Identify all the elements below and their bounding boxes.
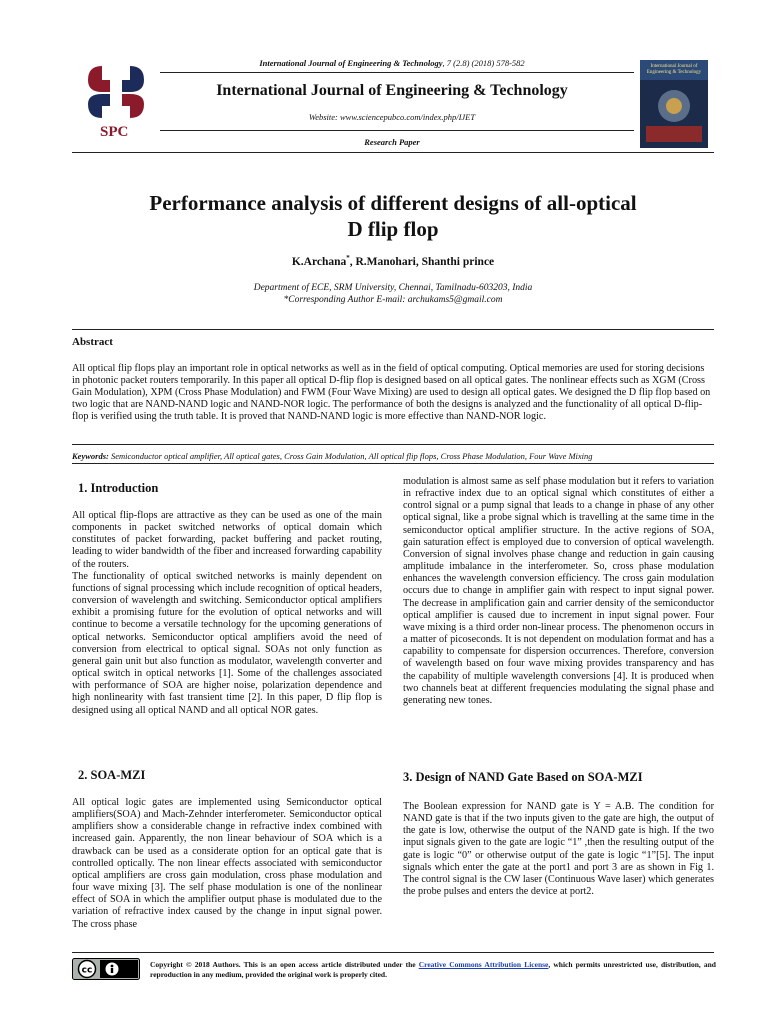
cc-by-icon <box>72 958 140 980</box>
abstract-rule-bottom <box>72 444 714 445</box>
abstract-text: All optical flip flops play an important role in optical networks as well as in the field of optical computing. Optical memories are used for storing decisions in photonic packet routers temporarily. In this paper all optical D-flip flop is designed based on all optical gates. The nonlinear effects such as XGM (Cross Gain Modulation), XPM (Cross Phase Modulation) and FWM (Four Wave Mixing) are used to design all optical gates. We designed the D flip flop based on two logic that are NAND-NAND logic and NAND-NOR logic. The performance of both the designs is analyzed and the functionality of all optical D-flip-flop is verified using the truth table. It is proved that NAND-NAND logic is more effective than NAND-NOR logic. <box>72 363 711 423</box>
section-heading-introduction: 1. Introduction <box>78 481 159 495</box>
keywords-text: Semiconductor optical amplifier, All optical gates, Cross Gain Modulation, All optical flip flops, Cross Phase Modulation, Four Wave Mixing <box>108 451 593 461</box>
affiliation-block <box>80 282 706 306</box>
introduction-paragraph-2: The functionality of optical switched networks is mainly dependent on functions of signal processing which include recognition of optical headers, conversion of wavelength and switching. Semiconductor optical amplifiers exhibit a promising future for the evolution of optical networks and will continue to become a versatile technology for the upcoming generations of optical networks. Semiconductor optical amplifiers avoid the need of conversion from electrical to optical signal. SOAs not only function as general gain unit but also function as modulator, wavelength converter and optical switch in optical networks [1]. Some of the challenges associated with performance of SOA are higher noise, polarization dependence and high nonlinearity with fast transient time [2]. In this paper, D flip flop is designed using all optical NAND and all optical NOR gates. <box>72 570 382 716</box>
journal-title: International Journal of Engineering & Technology <box>216 82 568 99</box>
svg-text:cc: cc <box>81 965 93 976</box>
logo-text: SPC <box>100 124 129 140</box>
introduction-paragraph-1: All optical flip-flops are attractive as they can be used as one of the main components in packet switched networks of optical domain which constitutes of packet forwarding, packet buffering and packet routing, leading to wider bandwidth of the fiber and increased forwarding capability of the routers. <box>72 510 382 570</box>
corresponding-mark: * <box>346 254 350 262</box>
citation-details: , 7 (2.8) (2018) 578-582 <box>442 58 525 68</box>
keywords-label: Keywords: <box>72 451 109 461</box>
authors <box>80 254 706 268</box>
author-primary: K.Archana <box>291 255 347 268</box>
paper-type: Research Paper <box>364 137 420 147</box>
citation-journal: International Journal of Engineering & Technology <box>259 58 443 68</box>
right-column-text: modulation is almost same as self phase modulation but it refers to variation in refractive index due to an optical signal which constitutes of either a control signal or a pump signal that leads to a change in phase of any other optical signal, like a probe signal which is travelling at the same time in the semiconductor optical amplifier structure. In the active regions of SOA, gain saturation effect is employed due to conversion of optical wavelength. Conversion of signal involves phase change and reduction in gain causing amplitude imbalance in the interferometer. So, cross phase modulation enhances the wavelength conversion efficiency. The cross gain modulation occurs due to change in amplifier gain with respect to input signal power. The decrease in amplification gain and carrier density of the semiconductor optical amplifier is caused due to increment in input signal power. Four wave mixing is a third order non-linear process. The phenomenon occurs in a matter of picoseconds. It is not dependent on modulation format and has a capability to compensate for dispersion occurrences. Therefore, conversion of wavelength based on four wave mixing provides transparency and has the capability of multiple wavelength conversions [4]. It is produced when two channels beat at different frequencies modulating the signal phase and generating new tones. <box>403 476 714 706</box>
section-heading-nand-gate: 3. Design of NAND Gate Based on SOA-MZI <box>403 770 643 784</box>
title-line-1: Performance analysis of different designs of all-optical <box>149 191 637 215</box>
header-rule-mid <box>160 130 634 131</box>
copyright-text: Copyright © 2018 Authors. This is an open access article distributed under the <box>150 960 419 969</box>
keywords-rule <box>72 463 714 464</box>
journal-cover-image <box>640 60 708 148</box>
abstract-heading: Abstract <box>72 336 113 348</box>
citation-line <box>150 58 634 68</box>
corresponding-author: *Corresponding Author E-mail: archukams5@gmail.com <box>283 295 503 305</box>
copyright-notice <box>150 960 716 980</box>
creative-commons-badge <box>72 958 140 980</box>
cover-title: International Journal of Engineering & Technology <box>646 64 702 75</box>
nand-gate-text: The Boolean expression for NAND gate is Y = A.B. The condition for NAND gate is that if the two inputs given to the gate are high, the output of the gate is low, otherwise the output of the NAND gate is high. If the two input signals given to the gate are logic “1” ,then the resulting output of the gate is logic “0” or otherwise output of the gate is logic “1”[5]. The input signals which enter the gate at the port1 and port 3 are as shown in Fig 1. The control signal is the CW laser (Continuous Wave laser) which generates the probe pulses and enters the device at port2. <box>403 801 714 898</box>
publisher-logo <box>80 58 160 148</box>
paper-title <box>80 190 706 242</box>
soa-mzi-text: All optical logic gates are implemented using Semiconductor optical amplifiers(SOA) and Mach-Zehnder interferometer. Semiconductor optical amplifiers show a considerable change in refractive index combined with increased gain. Apparently, the non linear behaviour of SOA which is a drawback can be used as a considerate option for an optical gate that is controlled optically. The non linear effects associated with semiconductor optical amplifiers are cross gain modulation, cross phase modulation and four wave mixing [3]. The self phase modulation is one of the nonlinear effect of SOA in which the amplifier output phase is modulated due to the variation of refractive index caused by the change in input signal power. The cross phase <box>72 797 382 930</box>
copyright-text-end: , which permits unrestricted use, distribution, and reproduction in any medium, provided the original work is properly cited. <box>150 960 716 979</box>
keywords <box>72 451 722 461</box>
section-heading-soa-mzi: 2. SOA-MZI <box>78 768 146 782</box>
journal-website: Website: www.sciencepubco.com/index.php/IJET <box>308 112 476 122</box>
header-rule-bottom <box>72 152 714 153</box>
footer-rule <box>72 952 714 953</box>
abstract-rule-top <box>72 329 714 330</box>
header-rule-top <box>160 72 634 73</box>
title-line-2: D flip flop <box>347 217 439 241</box>
author-others: , R.Manohari, Shanthi prince <box>349 255 495 268</box>
introduction-text <box>72 510 382 717</box>
affiliation: Department of ECE, SRM University, Chennai, Tamilnadu-603203, India <box>253 283 533 293</box>
license-link[interactable]: Creative Commons Attribution License <box>418 960 549 969</box>
